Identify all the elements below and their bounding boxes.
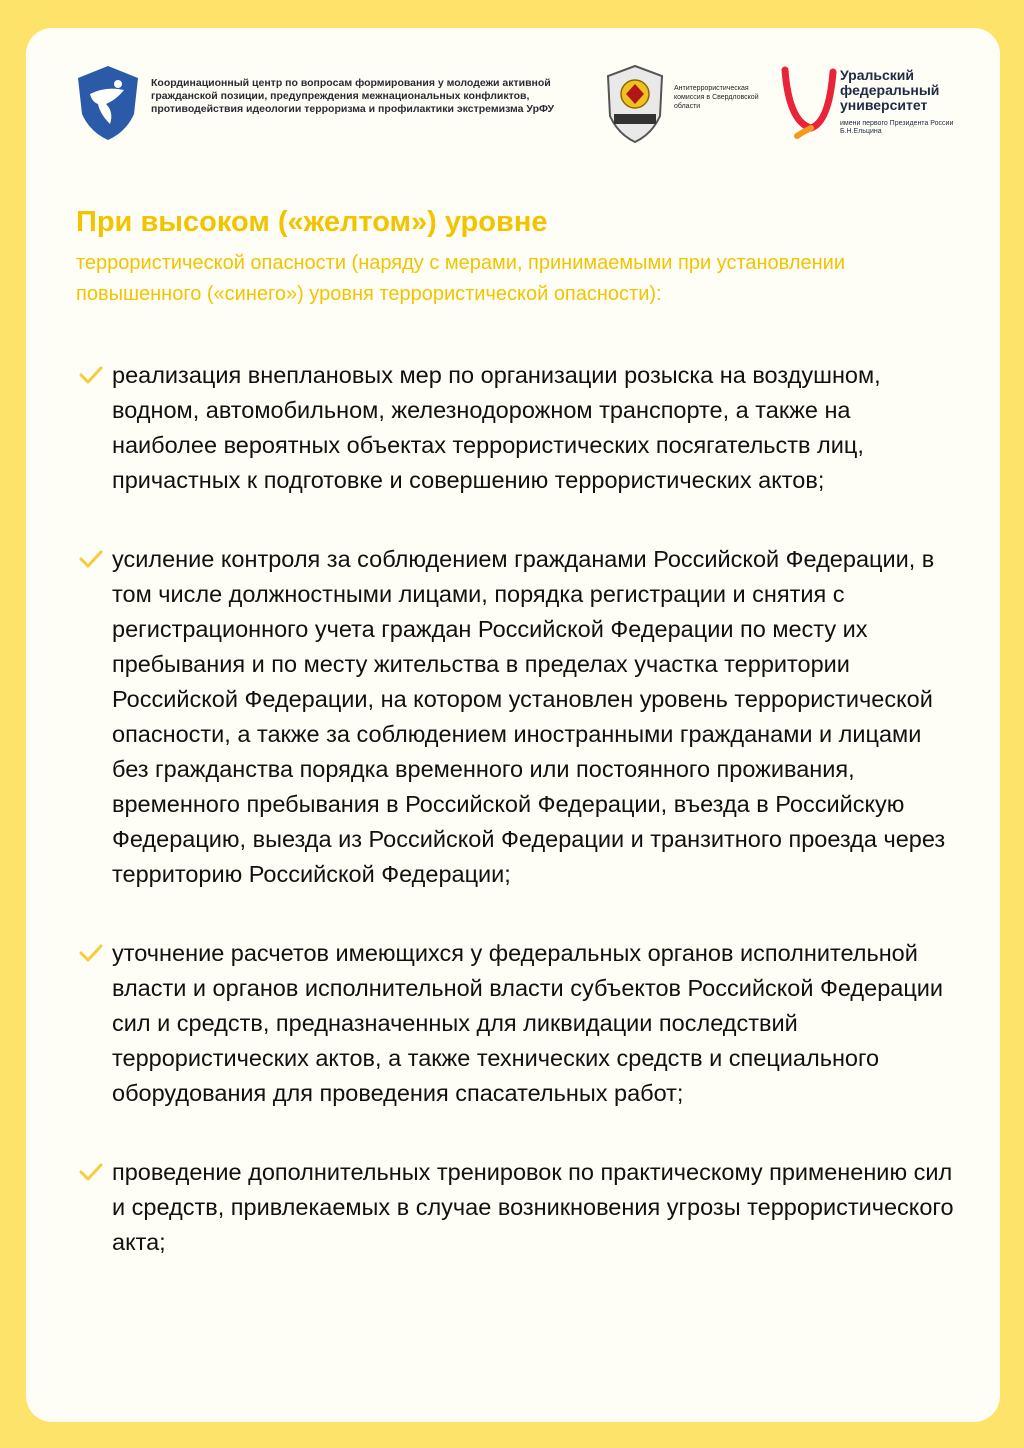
- list-item: [76, 936, 956, 1111]
- check-icon: [78, 1161, 104, 1183]
- measures-list: [76, 358, 956, 1260]
- antiterror-commission-emblem-icon: [604, 64, 666, 144]
- coordination-center-name: Координационный центр по вопросам формирования у молодежи активной гражданской позиции, предупреждения межнациональных конфликтов, противодействия идеологии терроризма и профилактики экстремизма УрФУ: [151, 77, 555, 115]
- urfu-subtitle: имени первого Президента России Б.Н.Ельцина: [840, 120, 954, 135]
- check-icon: [78, 548, 104, 570]
- header: [76, 64, 956, 154]
- page-title: При высоком («желтом») уровне: [76, 206, 548, 238]
- document-card: [26, 28, 1000, 1422]
- urfu-logo-icon: [781, 66, 837, 140]
- coordination-center-logo-icon: [76, 64, 140, 142]
- list-item-text: усиление контроля за соблюдением гражданами Российской Федерации, в том числе должностными лицами, порядка регистрации и снятия с регистрационного учета граждан Российской Федерации по месту их пребывания и по месту жительства в пределах участка территории Российской Федерации, на котором установлен уровень террористической опасности, а также за соблюдением иностранными гражданами и лицами без гражданства порядка временного или постоянного проживания, временного пребывания в Российской Федерации, въезда в Российскую Федерацию, выезда из Российской Федерации и транзитного проезда через территорию Российской Федерации;: [112, 546, 946, 887]
- urfu-name: Уральский федеральный университет: [840, 67, 940, 113]
- list-item-text: уточнение расчетов имеющихся у федеральных органов исполнительной власти и органов исполнительной власти субъектов Российской Федерации сил и средств, предназначенных для ликвидации последствий террористических актов, а также технических средств и специального оборудования для проведения спасательных работ;: [112, 940, 944, 1106]
- list-item-text: проведение дополнительных тренировок по практическому применению сил и средств, привлекаемых в случае возникновения угрозы террористического акта;: [112, 1159, 954, 1255]
- check-icon: [78, 364, 104, 386]
- list-item: [76, 358, 956, 498]
- list-item: [76, 542, 956, 892]
- page-subtitle: террористической опасности (наряду с мерами, принимаемыми при установлении повышенного («синего») уровня террористической опасности):: [76, 252, 846, 305]
- list-item: [76, 1155, 956, 1260]
- list-item-text: реализация внеплановых мер по организации розыска на воздушном, водном, автомобильном, железнодорожном транспорте, а также на наиболее вероятных объектах террористических посягательств лиц, причастных к подготовке и совершению террористических актов;: [112, 362, 881, 493]
- antiterror-commission-name: Антитеррористическая комиссия в Свердловской области: [674, 85, 759, 110]
- check-icon: [78, 942, 104, 964]
